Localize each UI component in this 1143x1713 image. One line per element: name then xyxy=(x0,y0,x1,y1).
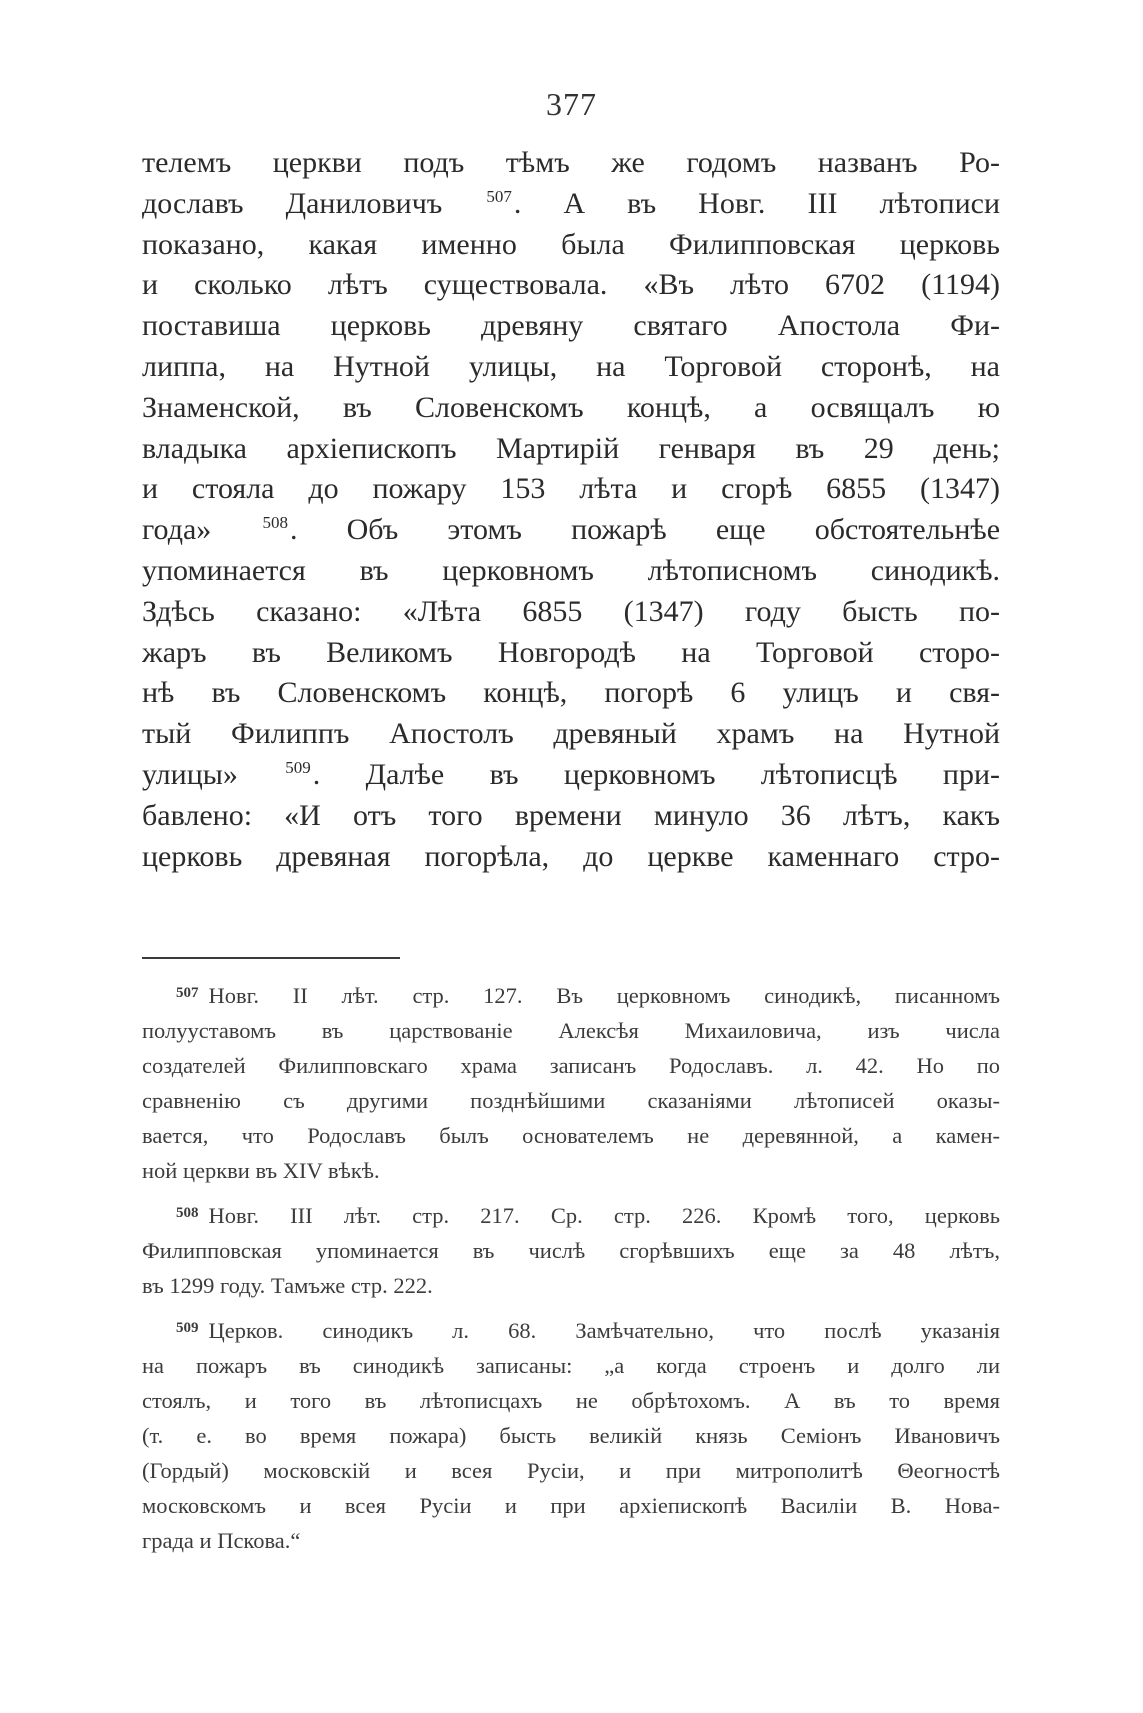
footnote-line: полууставомъ въ царствованіе Алексѣя Михаиловича, изъ числа xyxy=(142,1018,1000,1043)
text-line: Знаменской, въ Словенскомъ концѣ, а освящалъ ю xyxy=(142,390,1000,424)
footnote-line: (т. е. во время пожара) бысть великій князь Семіонъ Ивановичъ xyxy=(142,1423,1000,1448)
footnote-line: стоялъ, и того въ лѣтописцахъ не обрѣтохомъ. А въ то время xyxy=(142,1388,1000,1413)
footnote-line xyxy=(142,1198,1000,1233)
text-fragment: года» xyxy=(142,513,212,547)
footnote-gap xyxy=(142,1303,1000,1313)
text-line: владыка архіепископъ Мартирій генваря въ 29 день; xyxy=(142,431,1000,465)
footnote-line: на пожаръ въ синодикѣ записаны: „а когда строенъ и долго ли xyxy=(142,1353,1000,1378)
text-line: упоминается въ церковномъ лѣтописномъ синодикѣ. xyxy=(142,553,1000,587)
footnote-text: Новг. II лѣт. стр. 127. Въ церковномъ синодикѣ, писанномъ xyxy=(208,983,1000,1008)
footnote-marker: 508 xyxy=(176,1205,199,1221)
text-fragment: улицы» xyxy=(142,757,238,791)
footnote-line: Филипповская упоминается въ числѣ сгорѣвшихъ еще за 48 лѣтъ, xyxy=(142,1238,1000,1263)
footnotes xyxy=(142,978,1000,1558)
text-line xyxy=(142,510,1000,551)
page-number: 377 xyxy=(546,86,597,122)
text-line: бавлено: «И отъ того времени минуло 36 лѣтъ, какъ xyxy=(142,798,1000,832)
text-line: Здѣсь сказано: «Лѣта 6855 (1347) году бысть по- xyxy=(142,594,1000,628)
text-line: тый Филиппъ Апостолъ древяный храмъ на Нутной xyxy=(142,717,1000,751)
text-line: и стояла до пожару 153 лѣта и сгорѣ 6855 (1347) xyxy=(142,472,1000,506)
footnote-text: Церков. синодикъ л. 68. Замѣчательно, что послѣ указанія xyxy=(208,1318,1000,1343)
text-fragment: дославъ Даниловичъ xyxy=(142,186,443,220)
text-line: церковь древяная погорѣла, до церкве каменнаго стро- xyxy=(142,839,1000,873)
footnote-line: града и Пскова.“ xyxy=(142,1528,301,1553)
text-line: нѣ въ Словенскомъ концѣ, погорѣ 6 улицъ и свя- xyxy=(142,676,1000,710)
footnote-ref[interactable]: 507 xyxy=(486,186,512,206)
text-line xyxy=(142,755,1000,796)
footnote-ref[interactable]: 508 xyxy=(262,513,288,533)
text-line: телемъ церкви подъ тѣмъ же годомъ названъ Ро- xyxy=(142,146,1000,179)
text-line xyxy=(142,184,1000,225)
footnote-line: создателей Филипповскаго храма записанъ Родославъ. л. 42. Но по xyxy=(142,1053,1000,1078)
text-line: и сколько лѣтъ существовала. «Въ лѣто 6702 (1194) xyxy=(142,268,1000,302)
footnote-ref[interactable]: 509 xyxy=(285,757,311,777)
footnote-marker: 509 xyxy=(176,1320,199,1336)
footnote-divider xyxy=(142,957,400,959)
footnote-line: сравненію съ другими позднѣйшими сказаніями лѣтописей оказы- xyxy=(142,1088,1000,1113)
text-line: липпа, на Нутной улицы, на Торговой сторонѣ, на xyxy=(142,349,1000,383)
footnote-gap xyxy=(142,1188,1000,1198)
main-text xyxy=(142,143,1000,877)
footnote-line: вается, что Родославъ былъ основателемъ не деревянной, а камен- xyxy=(142,1123,1000,1148)
footnote-line xyxy=(142,978,1000,1013)
footnote-text: Новг. III лѣт. стр. 217. Ср. стр. 226. Кромѣ того, церковь xyxy=(208,1203,1000,1228)
text-line: жаръ въ Великомъ Новгородѣ на Торговой сторо- xyxy=(142,635,1000,669)
footnote-line: ной церкви въ XIV вѣкѣ. xyxy=(142,1158,380,1183)
footnote-marker: 507 xyxy=(176,985,199,1001)
footnote-line: въ 1299 году. Тамъже стр. 222. xyxy=(142,1273,433,1298)
text-line: показано, какая именно была Филипповская церковь xyxy=(142,227,1000,261)
text-line: поставиша церковь древяну святаго Апостола Фи- xyxy=(142,309,1000,343)
footnote-line: (Гордый) московскій и всея Русіи, и при митрополитѣ Θеогностѣ xyxy=(142,1458,1000,1483)
text-fragment: . А въ Новг. III лѣтописи xyxy=(513,186,1000,220)
footnote-line: московскомъ и всея Русіи и при архіепископѣ Василіи В. Нова- xyxy=(142,1493,1000,1518)
text-fragment: . Объ этомъ пожарѣ еще обстоятельнѣе xyxy=(289,513,1000,547)
footnote-line xyxy=(142,1313,1000,1348)
text-fragment: . Далѣе въ церковномъ лѣтописцѣ при- xyxy=(312,757,1000,791)
